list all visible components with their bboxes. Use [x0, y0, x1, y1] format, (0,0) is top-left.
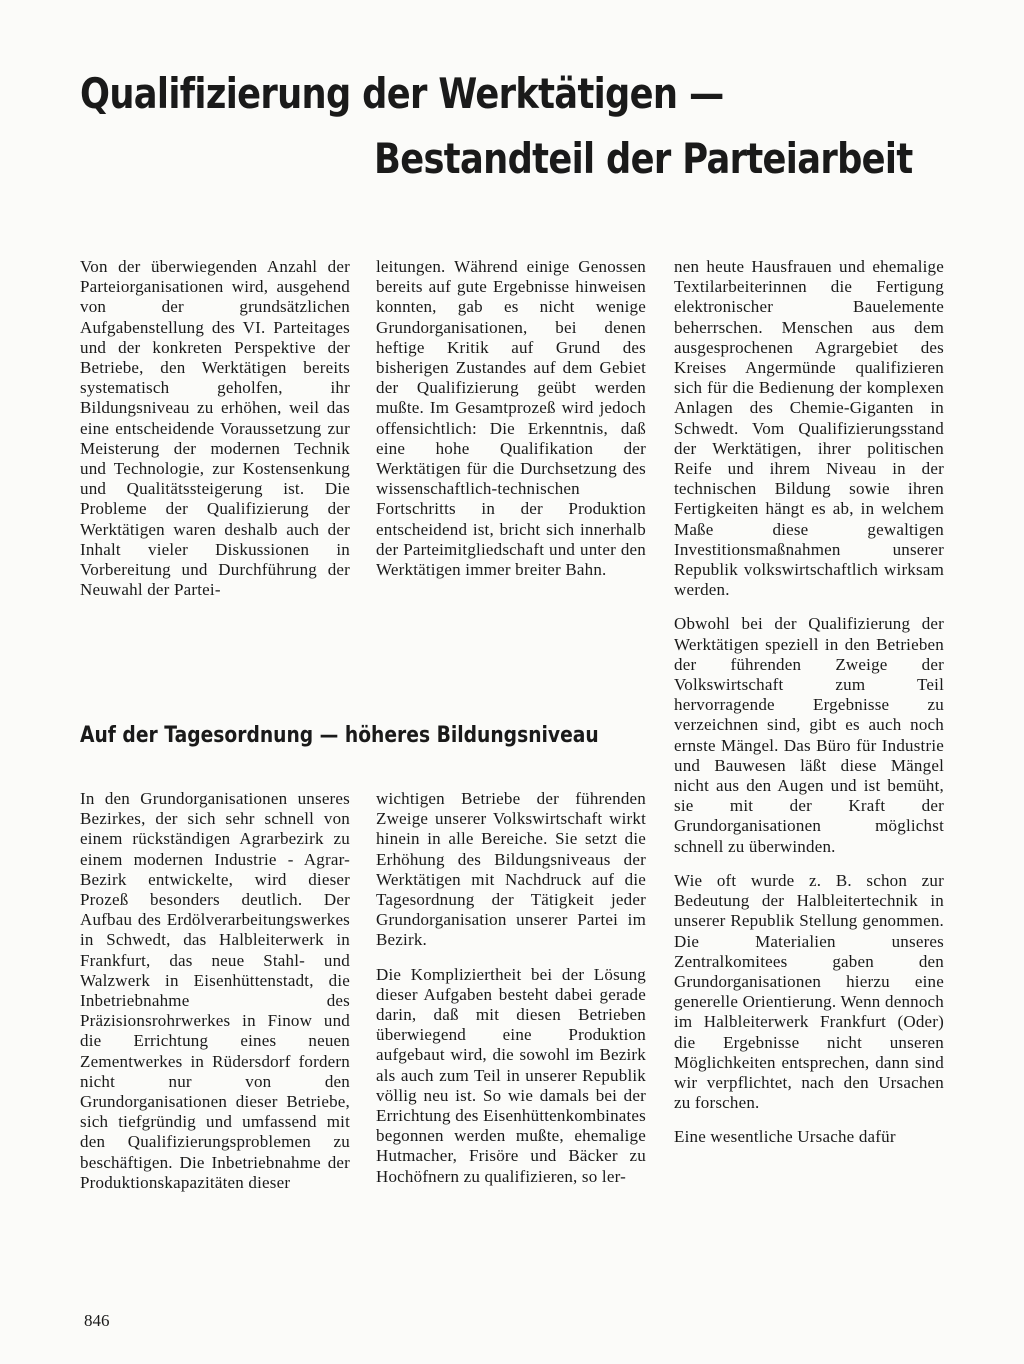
paragraph: Eine wesentliche Ursache dafür [674, 1127, 896, 1147]
paragraph: nen heute Hausfrauen und ehemalige Textilarbeiterinnen die Fertigung elektronischer Bauelemente beherrschen. Menschen aus dem ausgesprochenen Agrargebiet des Kreises Angermünde qualifizieren sich für die Bedienung der komplexen Anlagen des Chemie-Giganten in Schwedt. Vom Qualifizierungsstand der Werktätigen, ihrer politischen Reife und ihrem Niveau in der technischen Bildung sowie ihren Fertigkeiten hängt es ab, in welchem Maße diese gewaltigen Investitionsmaßnahmen unserer Republik volkswirtschaftlich wirksam werden. [674, 257, 944, 600]
paragraph: Obwohl bei der Qualifizierung der Werktätigen speziell in den Betrieben der führenden Zweige der Volkswirtschaft zum Teil hervorragende Ergebnisse zu verzeichnen sind, gibt es auch noch ernste Mängel. Das Büro für Industrie und Bauwesen läßt diese Mängel nicht aus den Augen und ist bemüht, sie mit der Kraft der Grundorganisationen möglichst schnell zu überwinden. [674, 614, 944, 856]
paragraph: In den Grundorganisationen unseres Bezirkes, der sich sehr schnell von einem rückständigen Agrarbezirk zu einem modernen Industrie - Agrar-Bezirk entwickelte, wird dieser Prozeß besonders deutlich. Der Aufbau des Erdölverarbeitungswerkes in Schwedt, das Halbleiterwerk in Frankfurt, das neue Stahl- und Walzwerk in Eisenhüttenstadt, die Inbetriebnahme des Präzisionsrohrwerkes in Finow und die Errichtung eines neuen Zementwerkes in Rüdersdorf fordern nicht nur von den Grundorganisationen dieser Betriebe, sich tiefgründig und umfassend mit den Qualifizierungsproblemen zu beschäftigen. Die Inbetriebnahme der Produktionskapazitäten dieser [80, 789, 350, 1192]
paragraph: Von der überwiegenden Anzahl der Parteiorganisationen wird, ausgehend von der grundsätzlichen Aufgabenstellung des VI. Parteitages und der konkreten Perspektive der Betriebe, den Werktätigen bereits systematisch geholfen, ihr Bildungsniveau zu erhöhen, weil das eine entscheidende Voraussetzung zur Meisterung der modernen Technik und Technologie, zur Kostensenkung und Qualitätssteigerung ist. Die Probleme der Qualifizierung der Werktätigen waren deshalb auch der Inhalt vieler Diskussionen in Vorbereitung und Durchführung der Neuwahl der Partei- [80, 257, 350, 600]
section-heading: Auf der Tagesordnung — höheres Bildungsniveau [80, 723, 599, 748]
text-column-5 [376, 789, 646, 1187]
text-column-4 [80, 789, 350, 1193]
paragraph: Die Kompliziertheit bei der Lösung dieser Aufgaben besteht dabei gerade darin, daß mit diesen Betrieben überwiegend eine Produktion aufgebaut wird, die sowohl im Bezirk als auch zum Teil in unserer Republik völlig neu ist. So wie damals bei der Errichtung des Eisenhüttenkombinates begonnen werden mußte, ehemalige Hutmacher, Frisöre und Bäcker zu Hochöfnern zu qualifizieren, so ler- [376, 964, 646, 1186]
text-column-2 [376, 257, 646, 580]
article-title-line-2: Bestandteil der Parteiarbeit [374, 134, 913, 183]
text-column-1 [80, 257, 350, 600]
article-title-line-1: Qualifizierung der Werktätigen — [80, 69, 724, 118]
paragraph: leitungen. Während einige Genossen bereits auf gute Ergebnisse hinweisen konnten, gab es nicht wenige Grundorganisationen, bei denen heftige Kritik auf Grund des bisherigen Zustandes auf dem Gebiet der Qualifizierung geübt werden mußte. Im Gesamtprozeß wird jedoch offensichtlich: Die Erkenntnis, daß eine hohe Qualifikation der Werktätigen für die Durchsetzung des wissenschaftlich-technischen Fortschritts in der Produktion entscheidend ist, bricht sich innerhalb der Parteimitgliedschaft und unter den Werktätigen immer breiter Bahn. [376, 257, 646, 580]
text-column-3 [674, 257, 944, 1148]
paragraph: Wie oft wurde z. B. schon zur Bedeutung der Halbleitertechnik in unserer Republik Stellung genommen. Die Materialien unseres Zentralkomitees gaben den Grundorganisationen hierzu eine generelle Orientierung. Wenn dennoch im Halbleiterwerk Frankfurt (Oder) die Ergebnisse nicht unseren Möglichkeiten entsprechen, dann sind wir verpflichtet, nach den Ursachen zu forschen. [674, 870, 944, 1113]
paragraph: wichtigen Betriebe der führenden Zweige unserer Volkswirtschaft wirkt hinein in alle Bereiche. Sie setzt die Erhöhung des Bildungsniveaus der Werktätigen mit Nachdruck auf die Tagesordnung der Tätigkeit jeder Grundorganisation unserer Partei im Bezirk. [376, 789, 646, 950]
page-number: 846 [84, 1311, 110, 1330]
